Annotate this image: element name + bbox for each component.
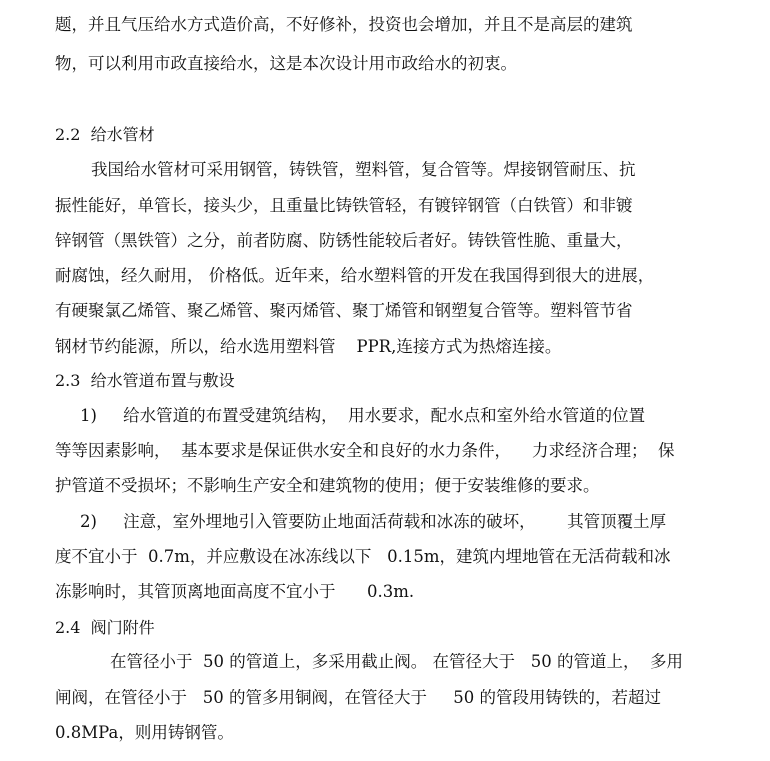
section-heading-2-3: 2.3 给水管道布置与敷设: [55, 371, 235, 390]
text-line-9: 1) 给水管道的布置受建筑结构， 用水要求，配水点和室外给水管道的位置: [80, 406, 646, 425]
text-line-13: 度不宜小于 0.7m，并应敷设在冰冻线以下 0.15m，建筑内埋地管在无活荷载和冰: [55, 547, 671, 566]
text-line-2: 物，可以利用市政直接给水，这是本次设计用市政给水的初衷。: [55, 54, 517, 73]
text-line-8: 钢材节约能源，所以，给水选用塑料管 PPR,连接方式为热熔连接。: [55, 337, 562, 356]
text-line-11: 护管道不受损坏；不影响生产安全和建筑物的使用；便于安装维修的要求。: [55, 476, 600, 495]
text-line-17: 0.8MPa，则用铸钢管。: [55, 723, 234, 742]
text-line-14: 冻影响时，其管顶离地面高度不宜小于 0.3m.: [55, 582, 415, 601]
text-line-7: 有硬聚氯乙烯管、聚乙烯管、聚丙烯管、聚丁烯管和钢塑复合管等。塑料管节省: [55, 301, 633, 320]
text-line-15: 在管径小于 50 的管道上，多采用截止阀。 在管径大于 50 的管道上， 多用: [110, 652, 683, 671]
text-line-5: 锌钢管（黑铁管）之分，前者防腐、防锈性能较后者好。铸铁管性脆、重量大，: [55, 231, 633, 250]
section-heading-2-2: 2.2 给水管材: [55, 125, 155, 144]
text-line-3: 我国给水管材可采用钢管，铸铁管，塑料管，复合管等。焊接钢管耐压、抗: [91, 160, 636, 179]
text-line-1: 题，并且气压给水方式造价高，不好修补，投资也会增加，并且不是高层的建筑: [55, 15, 633, 34]
section-heading-2-4: 2.4 阀门附件: [55, 618, 155, 637]
text-line-10: 等等因素影响， 基本要求是保证供水安全和良好的水力条件， 力求经济合理； 保: [55, 441, 675, 460]
text-line-12: 2) 注意，室外埋地引入管要防止地面活荷载和冰冻的破坏， 其管顶覆土厚: [80, 512, 667, 531]
text-line-4: 振性能好，单管长，接头少，且重量比铸铁管轻，有镀锌钢管（白铁管）和非镀: [55, 196, 633, 215]
text-line-16: 闸阀，在管径小于 50 的管多用铜阀，在管径大于 50 的管段用铸铁的，若超过: [55, 688, 661, 707]
text-line-6: 耐腐蚀，经久耐用， 价格低。近年来，给水塑料管的开发在我国得到很大的进展，: [55, 266, 655, 285]
